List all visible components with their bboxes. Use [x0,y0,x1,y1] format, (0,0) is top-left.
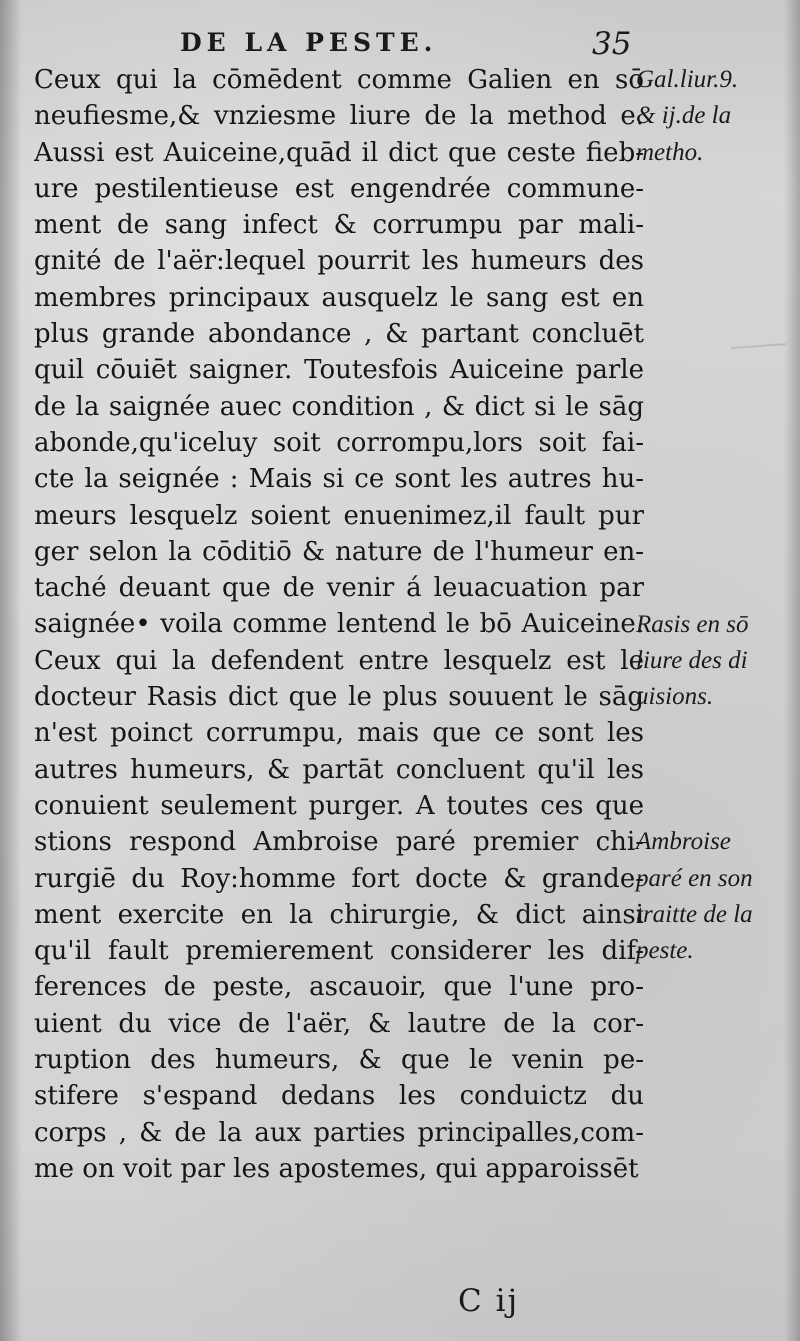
text-line: Ceux qui la defendent entre lesquelz est le [34,645,644,676]
margin-note-line: peste. [636,937,694,965]
text-line: Ceux qui la cōmēdent comme Galien en sō [34,65,644,95]
margin-note [636,824,796,969]
text-line: gnité de l'aër:lequel pourrit les humeurs des [34,246,644,277]
margin-note-line: metho. [636,138,704,166]
text-line: stifere s'espand dedans les conduictz du [34,1081,644,1112]
text-line: stions respond Ambroise paré premier chi- [34,827,644,858]
text-line: corps , & de la aux parties principalles,com- [34,1117,644,1148]
text-line: me on voit par les apostemes, qui apparoissēt [34,1153,639,1184]
signature-mark: C ij [458,1283,520,1319]
margin-note-line: Rasis en sō [636,610,749,638]
margin-note-line: paré en son [636,864,753,892]
text-line: cte la seignée : Mais si ce sont les autres hu- [34,464,644,495]
text-line: conuient seulement purger. A toutes ces que [34,790,644,821]
text-line: rurgiē du Roy:homme fort docte & grande- [34,863,644,894]
text-line: ger selon la cōditiō & nature de l'humeur en- [34,536,644,567]
running-head: DE LA PESTE. [180,28,438,57]
text-line: plus grande abondance , & partant concluēt [34,319,644,350]
faint-bleed-through-mark [731,343,788,373]
text-line: ment de sang infect & corrumpu par mali- [34,210,644,241]
page-number: 35 [592,26,632,62]
margin-note-line: Ambroise [636,828,731,856]
margin-note-line: uisions. [636,683,714,711]
text-line: neufiesme,& vnziesme liure de la method e. [34,101,644,132]
text-line: ure pestilentieuse est engendrée commune- [34,173,644,204]
margin-note [636,62,796,171]
text-line: ruption des humeurs, & que le venin pe- [34,1045,644,1076]
text-line: membres principaux ausquelz le sang est en [34,282,644,313]
text-line: saignée• voila comme lentend le bō Auiceine. [34,609,644,640]
text-line: Aussi est Auiceine,quād il dict que ceste fieb- [34,137,644,168]
margin-note-line: Gal.liur.9. [636,66,739,93]
text-line: ment exercite en la chirurgie, & dict ainsi [34,899,644,930]
text-line: abonde,qu'iceluy soit corrompu,lors soit fai- [34,427,644,458]
text-line: autres humeurs, & partāt concluent qu'il les [34,754,644,785]
text-line: taché deuant que de venir á leuacuation par [34,573,644,604]
margin-note-line: & ij.de la [636,102,732,130]
body-text-block [34,62,644,1187]
margin-note [636,607,796,716]
margin-note-line: traitte de la [636,900,753,928]
text-line: qu'il fault premierement considerer les dif- [34,936,644,967]
text-line: quil cōuiēt saigner. Toutesfois Auiceine parle [34,355,644,386]
text-line: ferences de peste, ascauoir, que l'une pro- [34,972,644,1003]
text-line: n'est poinct corrumpu, mais que ce sont les [34,718,644,749]
text-line: uient du vice de l'aër, & lautre de la cor- [34,1008,644,1039]
margin-note-line: liure des di [636,646,748,674]
text-line: meurs lesquelz soient enuenimez,il fault pur [34,500,644,531]
text-line: docteur Rasis dict que le plus souuent le sāg [34,682,644,713]
text-line: de la saignée auec condition , & dict si le sāg [34,391,644,422]
